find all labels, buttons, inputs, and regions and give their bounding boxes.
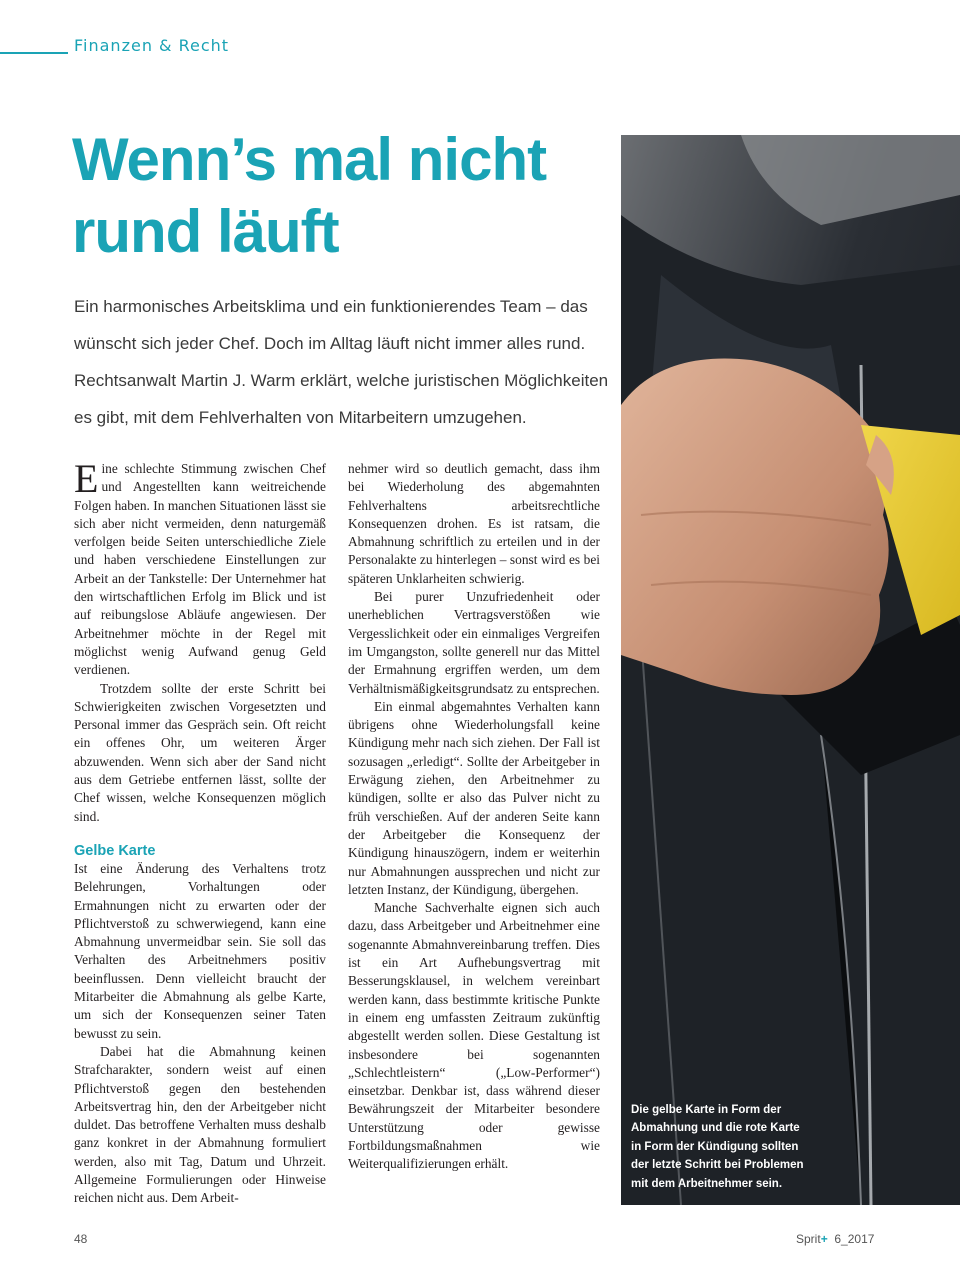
section-label: Finanzen & Recht: [74, 36, 230, 55]
article-lead: [74, 288, 614, 436]
photo-illustration: [621, 135, 960, 1205]
paragraph-text: ine schlechte Stimmung zwischen Chef und Angestellten kann weitreichende Folgen haben. In manchen Situationen lässt sie sich aber nicht vermeiden, denn naturgemäß verfolgen beide Seiten unterschiedliche Ziele und haben verschiedene Einstellungen zur Arbeit an der Tankstelle: Der Unternehmer hat den wirtschaftlichen Erfolg im Blick und ist auf reibungslose Abläufe angewiesen. Der Arbeitnehmer möchte in der Regel mit möglichst wenig Aufwand genug Geld verdienen.: [74, 461, 326, 678]
lead-line-2: wünscht sich jeder Chef. Doch im Alltag läuft nicht immer alles rund.: [74, 334, 586, 353]
caption-line: Abmahnung und die rote Karte: [631, 1122, 800, 1134]
section-rule: [0, 52, 68, 54]
body-paragraph: Bei purer Unzufriedenheit oder unerheblichen Vertragsverstößen wie Vergesslichkeit oder ein einmaliges Vergreifen im Umgangston, sollte generell nur das Mittel der Ermahnung ergriffen werden, um dem Verhältnismäßigkeitsgrundsatz zu entsprechen.: [348, 589, 600, 696]
body-paragraph: Manche Sachverhalte eignen sich auch dazu, dass Arbeitgeber und Arbeitnehmer eine sogenannte Abmahnvereinbarung treffen. Dies ist ein Art Aufhebungsvertrag mit Besserungsklausel, in welchem vereinbart werden kann, dass bestimmte kritische Punkte in einem eng umfassten Zeitraum zukünftig abgestellt werden sollen. Diese Gestaltung ist insbesondere bei sogenannten „Schlechtleistern“ („Low-Performer“) einsetzbar. Denkbar ist, dass während dieser Bewährungszeit der Mitarbeiter besondere Unterstützung oder gewisse Fortbildungsmaßnahmen wie Weiterqualifizierungen erhält.: [348, 900, 600, 1172]
issue-number: 6_2017: [834, 1232, 875, 1246]
body-paragraph: Ein einmal abgemahntes Verhalten kann übrigens ohne Wiederholungsfall keine Kündigung mehr nach sich ziehen. Der Fall ist sozusagen „erledigt“. Sollte der Arbeitgeber in Erwägung ziehen, den Arbeitnehmer zu kündigen, sollte er also das Pulver nicht zu früh verschießen. Auf der anderen Seite kann der Arbeitgeber die Konsequenz der Kündigung hinauszögern, indem er weiterhin nur Abmahnungen aussprechen und nicht zur letzten Instanz, der Kündigung, übergehen.: [348, 698, 600, 897]
article-headline: [72, 124, 612, 268]
caption-line: Die gelbe Karte in Form der: [631, 1103, 782, 1116]
body-paragraph: nehmer wird so deutlich gemacht, dass ihm bei Wiederholung des abgemahnten Fehlverhaltens arbeitsrechtliche Konsequenzen drohen. Es ist ratsam, die Abmahnung schriftlich zu erteilen und in der Personalakte zu hinterlegen – sonst wird es bei späteren Unklarheiten schwierig.: [348, 461, 600, 586]
lead-line-3: Rechtsanwalt Martin J. Warm erklärt, welche juristischen Möglichkeiten: [74, 371, 609, 390]
photo-caption: [631, 1101, 821, 1194]
magazine-name: Sprit: [796, 1232, 821, 1246]
headline-line-2: rund läuft: [72, 198, 339, 265]
issue-label: [796, 1232, 874, 1246]
headline-line-1: Wenn’s mal nicht: [72, 126, 547, 193]
magazine-plus-mark: +: [820, 1232, 828, 1246]
lead-line-4: es gibt, mit dem Fehlverhalten von Mitarbeitern umzugehen.: [74, 408, 527, 427]
caption-line: in Form der Kündigung sollten: [631, 1140, 799, 1153]
body-paragraph: Trotzdem sollte der erste Schritt bei Schwierigkeiten zwischen Vorgesetzten und Personal immer das Gespräch sein. Oft reicht ein offenes Ohr, um weiteren Ärger abzuwenden. Wenn sich aber der Sand nicht aus dem Getriebe entfernen lässt, sollte der Chef wissen, welche Konsequenzen möglich sind.: [74, 680, 326, 824]
lead-line-1: Ein harmonisches Arbeitsklima und ein funktionierendes Team – das: [74, 297, 588, 316]
caption-line: mit dem Arbeitnehmer sein.: [631, 1177, 783, 1190]
body-paragraph: [74, 456, 326, 680]
body-paragraph: Dabei hat die Abmahnung keinen Strafcharakter, sondern weist auf einen Pflichtverstoß gegen den bestehenden Arbeitsvertrag hin, den der Arbeitgeber nicht duldet. Das betroffene Verhalten muss deshalb ganz konkret in der Abmahnung formuliert werden, also mit Tag, Datum und Uhrzeit. Allgemeine Formulierungen oder Hinweise reichen nicht aus. Dem Arbeit-: [74, 1043, 326, 1206]
body-paragraph: Ist eine Änderung des Verhaltens trotz Belehrungen, Vorhaltungen oder Ermahnungen nicht zu erwarten oder der Pflichtverstoß zu schwerwiegend, kann eine Abmahnung unvermeidbar sein. Sie soll das Verhalten des Arbeitnehmers positiv beeinflussen. Denn vielleicht braucht der Mitarbeiter die Abmahnung als gelbe Karte, um sich der Konsequenzen seiner Taten bewusst zu sein.: [74, 860, 326, 1041]
page-number: 48: [74, 1232, 88, 1246]
referee-yellow-card-photo: [621, 135, 960, 1205]
subheading-gelbe-karte: Gelbe Karte: [74, 842, 156, 859]
drop-cap: E: [74, 456, 99, 501]
body-column-left: [74, 456, 326, 1208]
body-column-middle: [348, 460, 600, 1174]
caption-line: der letzte Schritt bei Problemen: [631, 1159, 804, 1171]
